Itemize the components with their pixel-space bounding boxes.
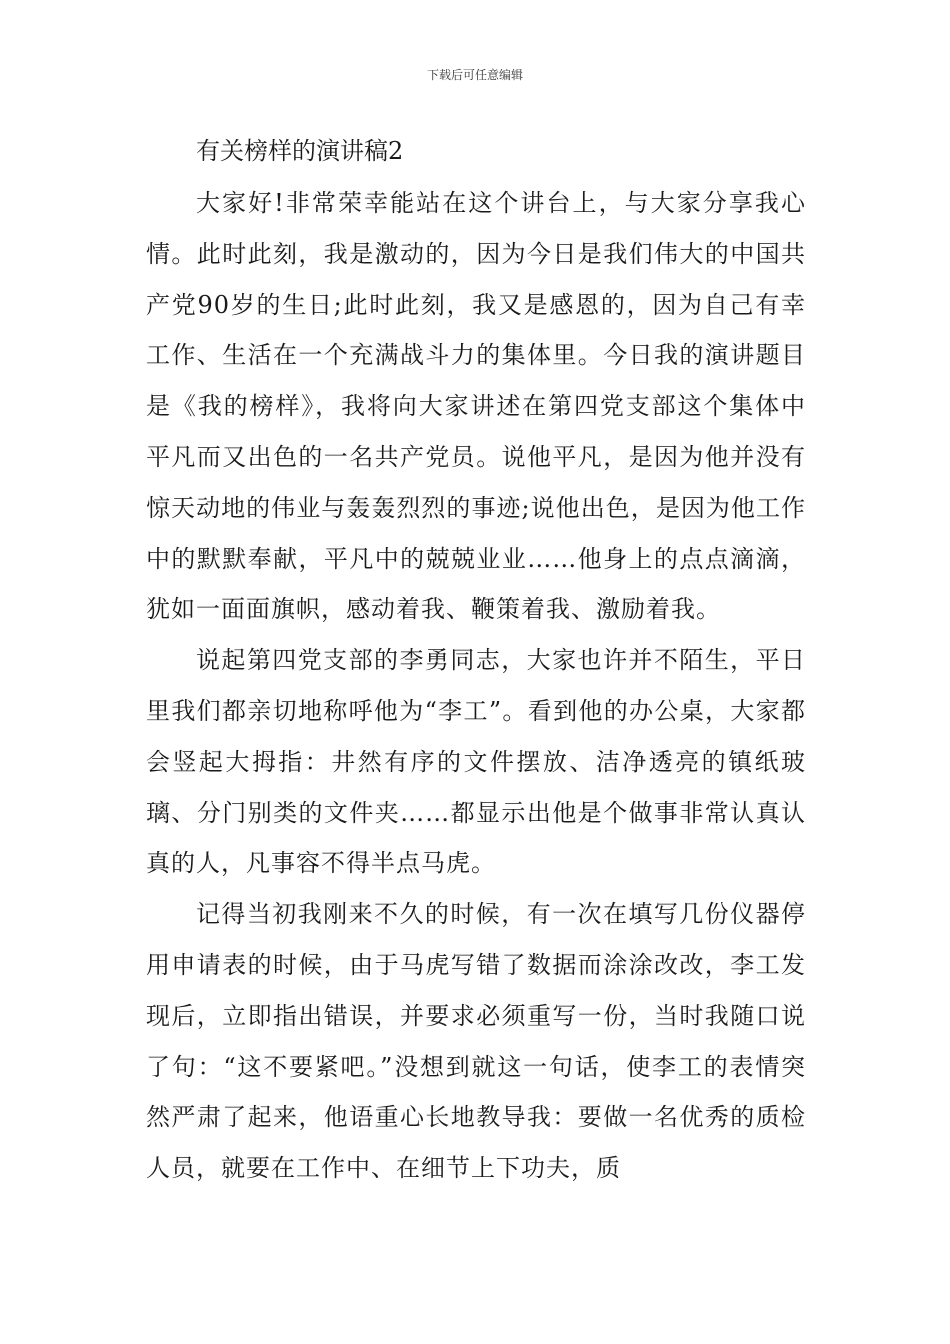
paragraph: 记得当初我刚来不久的时候，有一次在填写几份仪器停用申请表的时候，由于马虎写错了数据而涂涂改改，李工发现后，立即指出错误，并要求必须重写一份，当时我随口说了句：“这不要紧吧。”没想到就这一句话，使李工的表情突然严肃了起来，他语重心长地教导我：要做一名优秀的质检人员，就要在工作中、在细节上下功夫，质 [146,900,806,1183]
document-body [146,178,806,1194]
page-header-note: 下载后可任意编辑 [426,68,523,82]
paragraph: 说起第四党支部的李勇同志，大家也许并不陌生，平日里我们都亲切地称呼他为“李工”。看到他的办公桌，大家都会竖起大拇指：井然有序的文件摆放、洁净透亮的镇纸玻璃、分门别类的文件夹……都显示出他是个做事非常认真认真的人，凡事容不得半点马虎。 [146,646,806,878]
document-title: 有关榜样的演讲稿2 [196,137,404,165]
paragraph: 大家好!非常荣幸能站在这个讲台上，与大家分享我心情。此时此刻，我是激动的，因为今日是我们伟大的中国共产党90岁的生日;此时此刻，我又是感恩的，因为自己有幸工作、生活在一个充满战斗力的集体里。今日我的演讲题目是《我的榜样》，我将向大家讲述在第四党支部这个集体中平凡而又出色的一名共产党员。说他平凡，是因为他并没有惊天动地的伟业与轰轰烈烈的事迹;说他出色，是因为他工作中的默默奉献，平凡中的兢兢业业……他身上的点点滴滴，犹如一面面旗帜，感动着我、鞭策着我、激励着我。 [146,189,806,624]
